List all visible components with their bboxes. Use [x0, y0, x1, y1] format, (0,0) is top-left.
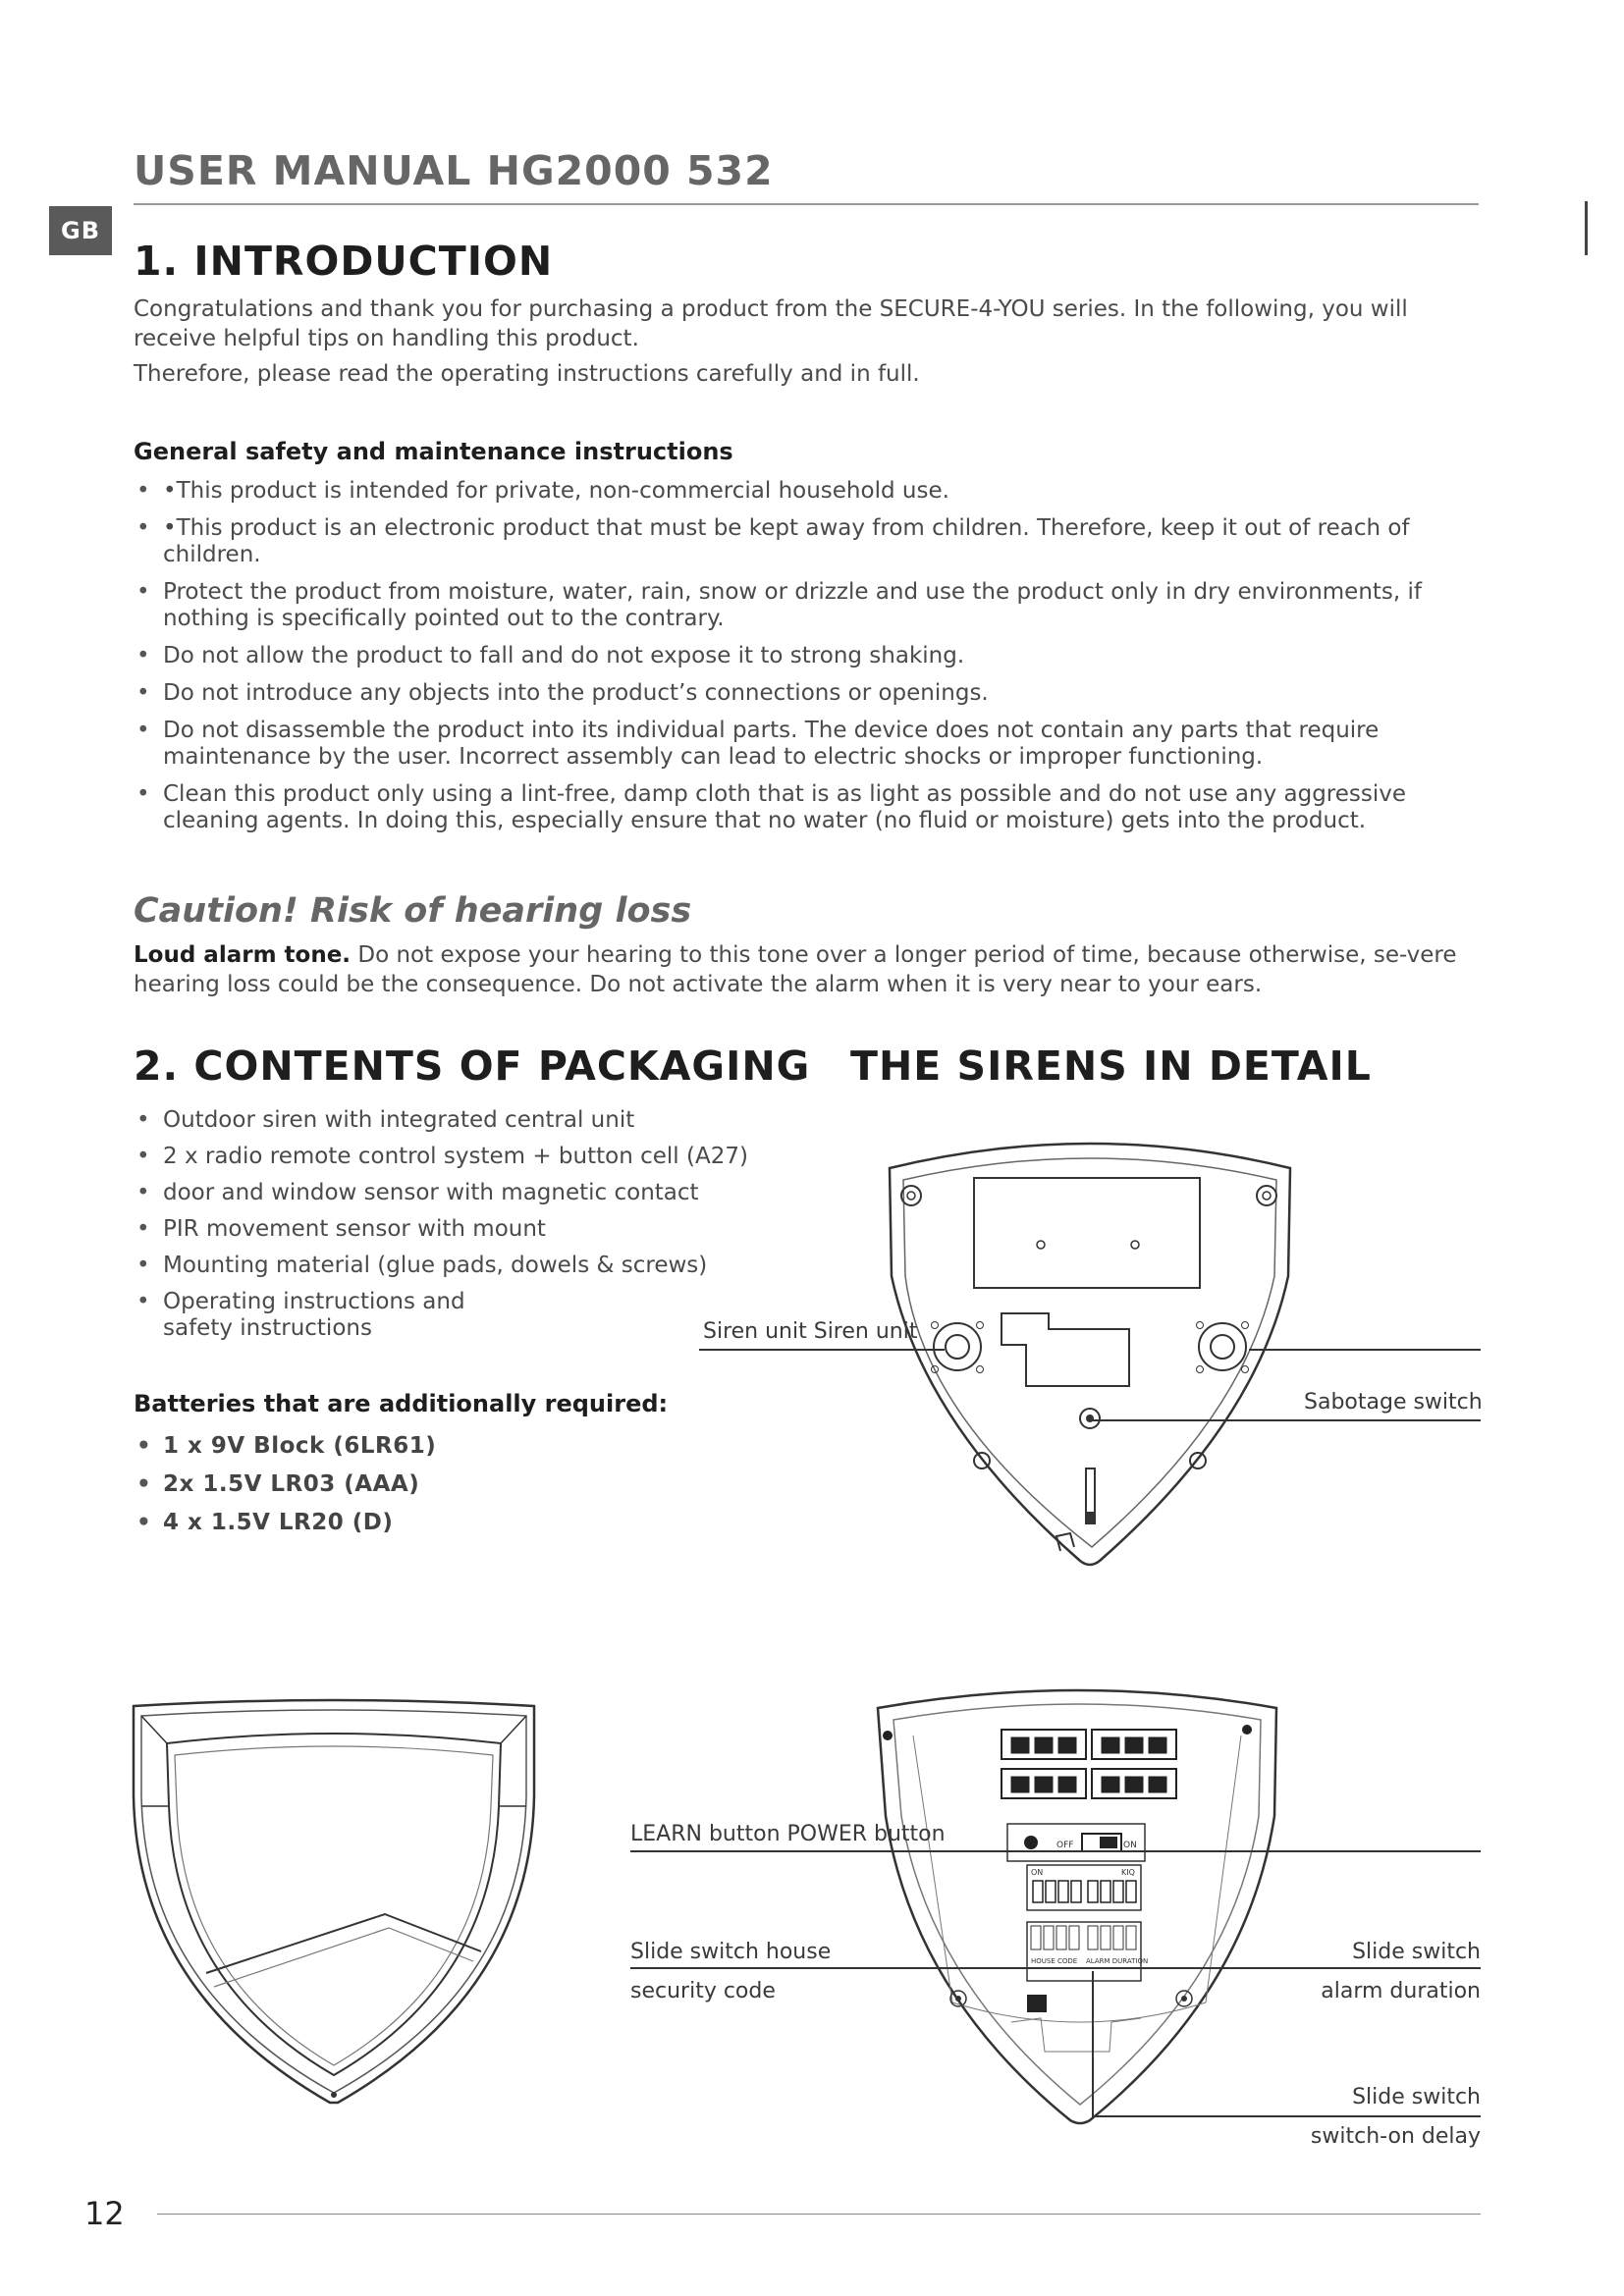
- packaging-item: • 2 x radio remote control system + button cell (A27): [134, 1144, 811, 1170]
- slide-switch-alarm-sublabel: alarm duration: [1321, 1979, 1481, 2003]
- safety-list: [134, 478, 1489, 845]
- batteries-list: [134, 1433, 723, 1548]
- dip-on-text: ON: [1031, 1868, 1044, 1877]
- packaging-list: [134, 1107, 811, 1352]
- safety-item: • •This product is intended for private, non-commercial household use.: [134, 478, 1489, 505]
- intro-heading: 1. INTRODUCTION: [134, 238, 554, 285]
- learn-power-leader: [630, 1850, 1481, 1852]
- safety-item: • Protect the product from moisture, water, rain, snow or drizzle and use the product only in dry environments, if nothing is specifically pointed out to the contrary.: [134, 579, 1489, 632]
- siren-unit-illustration: [864, 1129, 1316, 1580]
- sirens-heading: THE SIRENS IN DETAIL: [850, 1042, 1372, 1090]
- packaging-item: • Mounting material (glue pads, dowels & screws): [134, 1253, 811, 1279]
- learn-power-label: LEARN button POWER button: [630, 1822, 946, 1846]
- caution-heading: Caution! Risk of hearing loss: [134, 891, 692, 931]
- caution-text: Do not expose your hearing to this tone over a longer period of time, because otherwise, se-vere hearing loss could be the consequence. Do not activate the alarm when it is very near to your ears.: [134, 942, 1457, 997]
- title-divider: [134, 203, 1479, 205]
- siren-board-illustration: [864, 1679, 1296, 2130]
- slide-switch-alarm-label: Slide switch: [1352, 1940, 1481, 1964]
- house-code-text: HOUSE CODE: [1031, 1957, 1078, 1965]
- slide-switch-house-sublabel: security code: [630, 1979, 776, 2003]
- sabotage-leader: [1090, 1419, 1481, 1421]
- alarm-duration-text: ALARM DURATION: [1086, 1957, 1149, 1965]
- footer-divider: [157, 2214, 1481, 2215]
- safety-item: • Clean this product only using a lint-free, damp cloth that is as light as possible and do not use any aggressive cleaning agents. In doing this, especially ensure that no water (no fluid or moisture) gets into the product.: [134, 781, 1489, 834]
- document-title: USER MANUAL HG2000 532: [134, 147, 774, 194]
- safety-item: • •This product is an electronic product that must be kept away from children. Therefore, keep it out of reach of children.: [134, 515, 1489, 568]
- battery-item: • 2x 1.5V LR03 (AAA): [134, 1471, 723, 1498]
- siren-unit-leader-right: [1249, 1349, 1481, 1351]
- battery-item: • 1 x 9V Block (6LR61): [134, 1433, 723, 1460]
- slide-switch-delay-sublabel: switch-on delay: [1310, 2124, 1481, 2149]
- intro-paragraph: Congratulations and thank you for purchasing a product from the SECURE-4-YOU series. In the following, you will receive helpful tips on handling this product.: [134, 296, 1408, 351]
- safety-item: • Do not disassemble the product into its individual parts. The device does not contain any parts that require maintenance by the user. Incorrect assembly can lead to electric shocks or improper functioning.: [134, 718, 1489, 771]
- packaging-item: • PIR movement sensor with mount: [134, 1216, 811, 1243]
- siren-unit-leader: [699, 1349, 945, 1351]
- safety-heading: General safety and maintenance instructions: [134, 438, 733, 465]
- caution-lead: Loud alarm tone.: [134, 942, 352, 968]
- packaging-heading: 2. CONTENTS OF PACKAGING: [134, 1042, 811, 1090]
- margin-marker: [1585, 201, 1588, 255]
- power-on-text: ON: [1123, 1841, 1137, 1850]
- slide-switch-delay-label: Slide switch: [1352, 2085, 1481, 2109]
- packaging-item: • door and window sensor with magnetic contact: [134, 1180, 811, 1206]
- delay-leader-horizontal: [1092, 2115, 1481, 2117]
- battery-item: • 4 x 1.5V LR20 (D): [134, 1510, 723, 1536]
- power-off-text: OFF: [1056, 1841, 1074, 1850]
- intro-paragraph-2: Therefore, please read the operating instructions carefully and in full.: [134, 361, 920, 387]
- dip-kiq-text: KIQ: [1121, 1868, 1135, 1877]
- sabotage-label: Sabotage switch: [1304, 1390, 1483, 1415]
- page-number: 12: [84, 2195, 125, 2232]
- safety-item: • Do not allow the product to fall and do not expose it to strong shaking.: [134, 643, 1489, 669]
- batteries-heading: Batteries that are additionally required:: [134, 1390, 669, 1417]
- delay-leader-vertical: [1092, 1971, 1094, 2116]
- safety-item: • Do not introduce any objects into the product’s connections or openings.: [134, 680, 1489, 707]
- siren-cover-illustration: [128, 1698, 540, 2110]
- language-badge: GB: [49, 206, 112, 255]
- packaging-item: • Operating instructions and safety instructions: [134, 1289, 497, 1342]
- packaging-item: • Outdoor siren with integrated central unit: [134, 1107, 811, 1134]
- siren-unit-label: Siren unit Siren unit: [703, 1319, 918, 1344]
- slide-switch-house-label: Slide switch house: [630, 1940, 832, 1964]
- slide-switch-leader: [630, 1967, 1481, 1969]
- caution-paragraph: [134, 940, 1489, 999]
